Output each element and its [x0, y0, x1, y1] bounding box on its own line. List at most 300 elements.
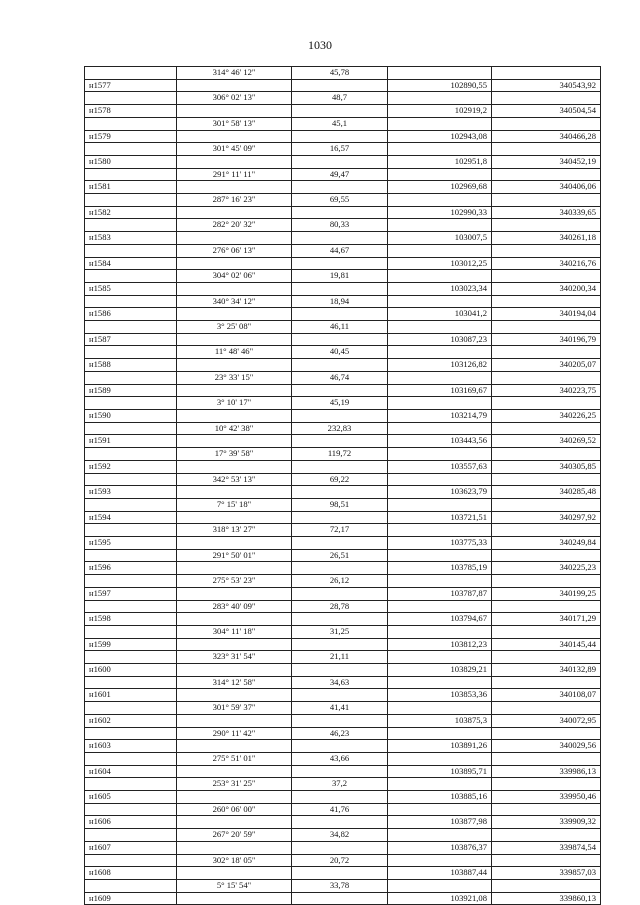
distance-cell: 80,33 — [292, 219, 388, 232]
y-coordinate-cell: 340171,29 — [492, 613, 601, 626]
empty-cell — [177, 435, 292, 448]
point-name-cell: н1595 — [85, 537, 177, 550]
point-name-cell: н1577 — [85, 79, 177, 92]
direction-angle-cell: 340° 34' 12" — [177, 295, 292, 308]
empty-cell — [388, 321, 492, 334]
distance-cell: 33,78 — [292, 880, 388, 893]
empty-cell — [292, 409, 388, 422]
direction-angle-cell: 267° 20' 59" — [177, 829, 292, 842]
y-coordinate-cell: 339860,13 — [492, 892, 601, 905]
empty-cell — [292, 816, 388, 829]
point-name-cell: н1604 — [85, 765, 177, 778]
empty-cell — [492, 321, 601, 334]
empty-cell — [492, 727, 601, 740]
distance-cell: 31,25 — [292, 625, 388, 638]
point-name-cell: н1587 — [85, 333, 177, 346]
empty-cell — [292, 460, 388, 473]
point-name-cell: н1606 — [85, 816, 177, 829]
segment-row — [85, 600, 601, 613]
distance-cell: 20,72 — [292, 854, 388, 867]
y-coordinate-cell: 340452,19 — [492, 155, 601, 168]
x-coordinate-cell: 103853,36 — [388, 689, 492, 702]
distance-cell: 41,41 — [292, 702, 388, 715]
empty-cell — [177, 740, 292, 753]
empty-cell — [177, 130, 292, 143]
empty-cell — [492, 702, 601, 715]
direction-angle-cell: 304° 11' 18" — [177, 625, 292, 638]
empty-cell — [85, 270, 177, 283]
direction-angle-cell: 275° 53' 23" — [177, 575, 292, 588]
x-coordinate-cell: 102943,08 — [388, 130, 492, 143]
distance-cell: 26,12 — [292, 575, 388, 588]
y-coordinate-cell: 340216,76 — [492, 257, 601, 270]
x-coordinate-cell: 103885,16 — [388, 791, 492, 804]
x-coordinate-cell: 103023,34 — [388, 282, 492, 295]
y-coordinate-cell: 340543,92 — [492, 79, 601, 92]
y-coordinate-cell: 340029,56 — [492, 740, 601, 753]
point-name-cell: н1594 — [85, 511, 177, 524]
x-coordinate-cell: 103443,56 — [388, 435, 492, 448]
empty-cell — [492, 778, 601, 791]
point-name-cell: н1602 — [85, 714, 177, 727]
x-coordinate-cell: 103785,19 — [388, 562, 492, 575]
point-name-cell: н1609 — [85, 892, 177, 905]
direction-angle-cell: 17° 39' 58" — [177, 448, 292, 461]
empty-cell — [492, 422, 601, 435]
empty-cell — [492, 575, 601, 588]
x-coordinate-cell: 103775,33 — [388, 537, 492, 550]
direction-angle-cell: 282° 20' 32" — [177, 219, 292, 232]
segment-row — [85, 117, 601, 130]
segment-row — [85, 295, 601, 308]
x-coordinate-cell: 103087,23 — [388, 333, 492, 346]
point-name-cell: н1585 — [85, 282, 177, 295]
empty-cell — [492, 270, 601, 283]
point-row — [85, 841, 601, 854]
point-name-cell: н1582 — [85, 206, 177, 219]
segment-row — [85, 854, 601, 867]
distance-cell: 43,66 — [292, 752, 388, 765]
point-row — [85, 638, 601, 651]
empty-cell — [85, 524, 177, 537]
empty-cell — [177, 638, 292, 651]
y-coordinate-cell: 340223,75 — [492, 384, 601, 397]
distance-cell: 28,78 — [292, 600, 388, 613]
point-name-cell: н1580 — [85, 155, 177, 168]
empty-cell — [292, 740, 388, 753]
direction-angle-cell: 302° 18' 05" — [177, 854, 292, 867]
distance-cell: 45,1 — [292, 117, 388, 130]
point-name-cell: н1584 — [85, 257, 177, 270]
direction-angle-cell: 5° 15' 54" — [177, 880, 292, 893]
direction-angle-cell: 306° 02' 13" — [177, 92, 292, 105]
y-coordinate-cell: 340194,04 — [492, 308, 601, 321]
empty-cell — [177, 765, 292, 778]
point-row — [85, 714, 601, 727]
empty-cell — [388, 270, 492, 283]
empty-cell — [292, 206, 388, 219]
page-number: 1030 — [308, 38, 332, 52]
x-coordinate-cell: 103829,21 — [388, 664, 492, 677]
point-row — [85, 765, 601, 778]
point-name-cell: н1607 — [85, 841, 177, 854]
empty-cell — [492, 803, 601, 816]
distance-cell: 98,51 — [292, 498, 388, 511]
direction-angle-cell: 301° 45' 09" — [177, 143, 292, 156]
direction-angle-cell: 314° 46' 12" — [177, 67, 292, 80]
point-name-cell: н1596 — [85, 562, 177, 575]
empty-cell — [177, 714, 292, 727]
point-row — [85, 486, 601, 499]
empty-cell — [177, 841, 292, 854]
empty-cell — [492, 244, 601, 257]
empty-cell — [177, 257, 292, 270]
direction-angle-cell: 283° 40' 09" — [177, 600, 292, 613]
empty-cell — [388, 346, 492, 359]
y-coordinate-cell: 340225,23 — [492, 562, 601, 575]
point-name-cell: н1583 — [85, 232, 177, 245]
segment-row — [85, 194, 601, 207]
empty-cell — [177, 791, 292, 804]
point-row — [85, 511, 601, 524]
empty-cell — [388, 397, 492, 410]
direction-angle-cell: 301° 59' 37" — [177, 702, 292, 715]
distance-cell: 16,57 — [292, 143, 388, 156]
empty-cell — [85, 727, 177, 740]
empty-cell — [388, 651, 492, 664]
point-row — [85, 460, 601, 473]
point-row — [85, 181, 601, 194]
x-coordinate-cell: 103787,87 — [388, 587, 492, 600]
segment-row — [85, 702, 601, 715]
y-coordinate-cell: 340226,25 — [492, 409, 601, 422]
segment-row — [85, 549, 601, 562]
empty-cell — [292, 359, 388, 372]
y-coordinate-cell: 340072,95 — [492, 714, 601, 727]
direction-angle-cell: 11° 48' 46" — [177, 346, 292, 359]
x-coordinate-cell: 103623,79 — [388, 486, 492, 499]
point-row — [85, 613, 601, 626]
x-coordinate-cell: 103812,23 — [388, 638, 492, 651]
empty-cell — [85, 702, 177, 715]
empty-cell — [388, 778, 492, 791]
empty-cell — [177, 384, 292, 397]
point-row — [85, 206, 601, 219]
segment-row — [85, 346, 601, 359]
empty-cell — [85, 549, 177, 562]
x-coordinate-cell: 103875,3 — [388, 714, 492, 727]
distance-cell: 69,55 — [292, 194, 388, 207]
distance-cell: 119,72 — [292, 448, 388, 461]
empty-cell — [292, 714, 388, 727]
empty-cell — [492, 67, 601, 80]
point-row — [85, 333, 601, 346]
segment-row — [85, 321, 601, 334]
empty-cell — [85, 397, 177, 410]
empty-cell — [388, 219, 492, 232]
empty-cell — [292, 384, 388, 397]
empty-cell — [85, 117, 177, 130]
segment-row — [85, 575, 601, 588]
direction-angle-cell: 287° 16' 23" — [177, 194, 292, 207]
point-row — [85, 791, 601, 804]
empty-cell — [492, 346, 601, 359]
empty-cell — [177, 181, 292, 194]
y-coordinate-cell: 340145,44 — [492, 638, 601, 651]
empty-cell — [492, 397, 601, 410]
distance-cell: 72,17 — [292, 524, 388, 537]
coordinates-table-body — [85, 67, 601, 905]
empty-cell — [388, 473, 492, 486]
empty-cell — [492, 524, 601, 537]
x-coordinate-cell: 103921,08 — [388, 892, 492, 905]
empty-cell — [292, 486, 388, 499]
point-row — [85, 816, 601, 829]
point-row — [85, 537, 601, 550]
empty-cell — [292, 333, 388, 346]
empty-cell — [292, 689, 388, 702]
y-coordinate-cell: 339874,54 — [492, 841, 601, 854]
y-coordinate-cell: 340406,06 — [492, 181, 601, 194]
x-coordinate-cell: 103126,82 — [388, 359, 492, 372]
empty-cell — [292, 791, 388, 804]
empty-cell — [177, 613, 292, 626]
empty-cell — [177, 664, 292, 677]
segment-row — [85, 829, 601, 842]
empty-cell — [177, 232, 292, 245]
empty-cell — [388, 803, 492, 816]
point-name-cell: н1589 — [85, 384, 177, 397]
x-coordinate-cell: 103169,67 — [388, 384, 492, 397]
point-name-cell: н1600 — [85, 664, 177, 677]
segment-row — [85, 727, 601, 740]
distance-cell: 46,11 — [292, 321, 388, 334]
empty-cell — [292, 587, 388, 600]
distance-cell: 49,47 — [292, 168, 388, 181]
y-coordinate-cell: 340200,34 — [492, 282, 601, 295]
empty-cell — [292, 130, 388, 143]
empty-cell — [85, 92, 177, 105]
empty-cell — [492, 651, 601, 664]
empty-cell — [388, 727, 492, 740]
empty-cell — [85, 880, 177, 893]
point-row — [85, 308, 601, 321]
segment-row — [85, 397, 601, 410]
empty-cell — [492, 117, 601, 130]
x-coordinate-cell: 103876,37 — [388, 841, 492, 854]
y-coordinate-cell: 340196,79 — [492, 333, 601, 346]
distance-cell: 232,83 — [292, 422, 388, 435]
empty-cell — [388, 854, 492, 867]
direction-angle-cell: 342° 53' 13" — [177, 473, 292, 486]
distance-cell: 69,22 — [292, 473, 388, 486]
point-name-cell: н1581 — [85, 181, 177, 194]
x-coordinate-cell: 103895,71 — [388, 765, 492, 778]
empty-cell — [85, 321, 177, 334]
empty-cell — [388, 422, 492, 435]
empty-cell — [85, 575, 177, 588]
empty-cell — [85, 295, 177, 308]
segment-row — [85, 422, 601, 435]
empty-cell — [292, 435, 388, 448]
segment-row — [85, 67, 601, 80]
empty-cell — [292, 562, 388, 575]
point-row — [85, 257, 601, 270]
direction-angle-cell: 7° 15' 18" — [177, 498, 292, 511]
empty-cell — [177, 537, 292, 550]
point-row — [85, 664, 601, 677]
empty-cell — [388, 625, 492, 638]
empty-cell — [177, 460, 292, 473]
y-coordinate-cell: 340269,52 — [492, 435, 601, 448]
empty-cell — [85, 651, 177, 664]
y-coordinate-cell: 339986,13 — [492, 765, 601, 778]
distance-cell: 40,45 — [292, 346, 388, 359]
empty-cell — [492, 143, 601, 156]
empty-cell — [388, 676, 492, 689]
segment-row — [85, 244, 601, 257]
empty-cell — [85, 625, 177, 638]
empty-cell — [292, 638, 388, 651]
x-coordinate-cell: 102969,68 — [388, 181, 492, 194]
point-row — [85, 740, 601, 753]
distance-cell: 34,63 — [292, 676, 388, 689]
segment-row — [85, 270, 601, 283]
empty-cell — [85, 752, 177, 765]
empty-cell — [85, 498, 177, 511]
point-name-cell: н1603 — [85, 740, 177, 753]
empty-cell — [388, 143, 492, 156]
point-row — [85, 105, 601, 118]
empty-cell — [177, 867, 292, 880]
point-name-cell: н1608 — [85, 867, 177, 880]
coordinates-table — [84, 66, 601, 905]
segment-row — [85, 651, 601, 664]
empty-cell — [85, 244, 177, 257]
distance-cell: 34,82 — [292, 829, 388, 842]
distance-cell: 48,7 — [292, 92, 388, 105]
empty-cell — [85, 194, 177, 207]
segment-row — [85, 778, 601, 791]
segment-row — [85, 168, 601, 181]
empty-cell — [85, 168, 177, 181]
empty-cell — [85, 67, 177, 80]
empty-cell — [177, 206, 292, 219]
y-coordinate-cell: 340305,85 — [492, 460, 601, 473]
y-coordinate-cell: 340285,48 — [492, 486, 601, 499]
point-row — [85, 232, 601, 245]
point-name-cell: н1592 — [85, 460, 177, 473]
empty-cell — [177, 587, 292, 600]
empty-cell — [292, 537, 388, 550]
distance-cell: 19,81 — [292, 270, 388, 283]
empty-cell — [388, 880, 492, 893]
segment-row — [85, 803, 601, 816]
empty-cell — [492, 371, 601, 384]
distance-cell: 44,67 — [292, 244, 388, 257]
distance-cell: 21,11 — [292, 651, 388, 664]
x-coordinate-cell: 103557,63 — [388, 460, 492, 473]
empty-cell — [85, 219, 177, 232]
empty-cell — [492, 498, 601, 511]
empty-cell — [177, 308, 292, 321]
empty-cell — [85, 143, 177, 156]
empty-cell — [492, 448, 601, 461]
empty-cell — [492, 676, 601, 689]
direction-angle-cell: 301° 58' 13" — [177, 117, 292, 130]
x-coordinate-cell: 102951,8 — [388, 155, 492, 168]
point-name-cell: н1605 — [85, 791, 177, 804]
point-row — [85, 409, 601, 422]
empty-cell — [292, 155, 388, 168]
empty-cell — [492, 194, 601, 207]
point-name-cell: н1598 — [85, 613, 177, 626]
direction-angle-cell: 275° 51' 01" — [177, 752, 292, 765]
distance-cell: 46,74 — [292, 371, 388, 384]
empty-cell — [492, 295, 601, 308]
empty-cell — [85, 448, 177, 461]
point-row — [85, 435, 601, 448]
direction-angle-cell: 323° 31' 54" — [177, 651, 292, 664]
empty-cell — [492, 168, 601, 181]
x-coordinate-cell: 103891,26 — [388, 740, 492, 753]
x-coordinate-cell: 103877,98 — [388, 816, 492, 829]
empty-cell — [85, 473, 177, 486]
segment-row — [85, 752, 601, 765]
point-name-cell: н1588 — [85, 359, 177, 372]
empty-cell — [292, 105, 388, 118]
empty-cell — [292, 765, 388, 778]
empty-cell — [85, 346, 177, 359]
y-coordinate-cell: 340466,28 — [492, 130, 601, 143]
empty-cell — [292, 841, 388, 854]
x-coordinate-cell: 103887,44 — [388, 867, 492, 880]
segment-row — [85, 498, 601, 511]
y-coordinate-cell: 340199,25 — [492, 587, 601, 600]
y-coordinate-cell: 340339,65 — [492, 206, 601, 219]
distance-cell: 26,51 — [292, 549, 388, 562]
point-row — [85, 867, 601, 880]
direction-angle-cell: 318° 13' 27" — [177, 524, 292, 537]
empty-cell — [388, 117, 492, 130]
point-name-cell: н1593 — [85, 486, 177, 499]
segment-row — [85, 143, 601, 156]
segment-row — [85, 219, 601, 232]
empty-cell — [177, 486, 292, 499]
empty-cell — [85, 803, 177, 816]
empty-cell — [492, 854, 601, 867]
point-name-cell: н1601 — [85, 689, 177, 702]
y-coordinate-cell: 339950,46 — [492, 791, 601, 804]
segment-row — [85, 448, 601, 461]
direction-angle-cell: 10° 42' 38" — [177, 422, 292, 435]
point-row — [85, 892, 601, 905]
empty-cell — [177, 511, 292, 524]
empty-cell — [85, 854, 177, 867]
x-coordinate-cell: 103007,5 — [388, 232, 492, 245]
direction-angle-cell: 253° 31' 25" — [177, 778, 292, 791]
empty-cell — [388, 92, 492, 105]
segment-row — [85, 676, 601, 689]
y-coordinate-cell: 340249,84 — [492, 537, 601, 550]
empty-cell — [492, 473, 601, 486]
empty-cell — [177, 892, 292, 905]
segment-row — [85, 880, 601, 893]
empty-cell — [492, 829, 601, 842]
empty-cell — [388, 524, 492, 537]
empty-cell — [388, 448, 492, 461]
direction-angle-cell: 304° 02' 06" — [177, 270, 292, 283]
